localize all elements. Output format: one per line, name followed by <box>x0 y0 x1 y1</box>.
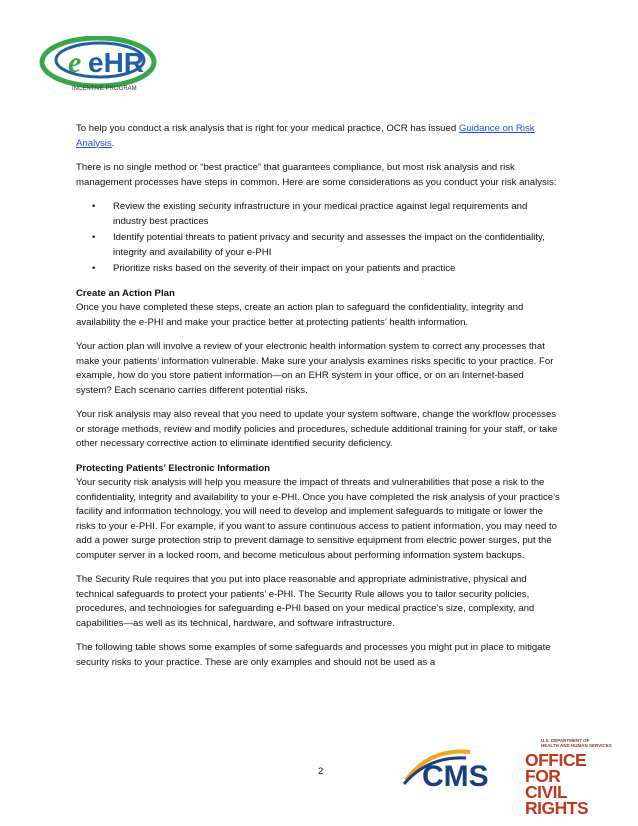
action-plan-section <box>76 287 562 331</box>
ocr-department-line-1: U.S. DEPARTMENT OF <box>541 738 590 743</box>
ehr-incentive-program-logo <box>38 36 158 94</box>
svg-text:e: e <box>68 46 82 79</box>
protecting-paragraph-3: The following table shows some examples of some safeguards and processes you might put in place to mitigate security risks to your practice. These are only examples and should not be used as a <box>76 642 551 668</box>
protecting-paragraph-2: The Security Rule requires that you put into place reasonable and appropriate administrative, physical and technical safeguards to protect your patients’ e-PHI. The Security Rule allows you to tailor security policies, procedures, and technologies for safeguarding e-PHI based on your medical practice’s size, complexity, and capabilities—as well as its technical, hardware, and software infrastructure. <box>76 574 535 629</box>
list-item: • Prioritize risks based on the severity of their impact on your patients and practice <box>113 262 562 277</box>
protecting-heading: Protecting Patients’ Electronic Information <box>76 462 271 474</box>
document-body <box>76 122 562 680</box>
intro-text-end: . <box>111 137 115 149</box>
protecting-paragraph-1: Your security risk analysis will help you measure the impact of threats and vulnerabilities that pose a risk to the confidentiality, integrity and availability to your e-PHI. Once you have completed the risk analysis of your practice’s facility and information technology, you will need to develop and implement safeguards to mitigate or lower the risks to your e-PHI. For example, if you want to assure continuous access to patient information, you may need to add a power surge protection strip to prevent damage to sensitive equipment from electric power surges, put the computer server in a locked room, and become meticulous about performing information system backups. <box>76 477 560 561</box>
action-plan-paragraph-3: Your risk analysis may also reveal that you need to update your system software, change the workflow processes or storage methods, review and modify policies and procedures, schedule additional training for your staff, or take other necessary corrective action to eliminate identified security deficiency. <box>76 409 558 449</box>
action-plan-heading: Create an Action Plan <box>76 287 175 299</box>
office-for-civil-rights-logo <box>525 738 617 818</box>
ocr-title-line-1: OFFICE FOR <box>525 750 587 786</box>
action-plan-paragraph-1: Once you have completed these steps, create an action plan to safeguard the confidentiality, integrity and availability the e-PHI and make your practice better at protecting patients’ health information. <box>76 302 524 328</box>
intro-text: To help you conduct a risk analysis that is right for your medical practice, OCR has issued <box>76 123 459 134</box>
ocr-title-line-2: CIVIL RIGHTS <box>525 782 589 818</box>
logo-text: eHR <box>88 47 145 78</box>
cms-logo <box>400 742 518 794</box>
list-item: • Review the existing security infrastructure in your medical practice against legal requirements and industry best practices <box>113 200 562 229</box>
ocr-department-line-2: HEALTH AND HUMAN SERVICES <box>541 743 612 748</box>
intro-paragraph <box>76 122 562 151</box>
action-plan-paragraph-2: Your action plan will involve a review of your electronic health information system to correct any processes that make your patients’ information vulnerable. Make sure your analysis examines risks specific to your practice. For example, how do you store patient information—on an EHR system in your office, or on an Internet-based system? Each scenario carries different potential risks. <box>76 341 554 396</box>
guidance-on-risk-analysis-link[interactable]: Guidance on Risk Analysis <box>76 123 535 149</box>
logo-subtext: INCENTIVE PROGRAM <box>72 86 137 92</box>
list-item: • Identify potential threats to patient privacy and security and assesses the impact on the confidentiality, integrity and availability of your e-PHI <box>113 231 562 260</box>
paragraph-no-single-method: There is no single method or “best practice” that guarantees compliance, but most risk analysis and risk management processes have steps in common. Here are some considerations as you conduct your risk analysis: <box>76 162 557 188</box>
considerations-list <box>76 200 562 277</box>
protecting-section <box>76 462 562 564</box>
page-number: 2 <box>318 766 324 777</box>
cms-text: CMS <box>422 760 489 793</box>
